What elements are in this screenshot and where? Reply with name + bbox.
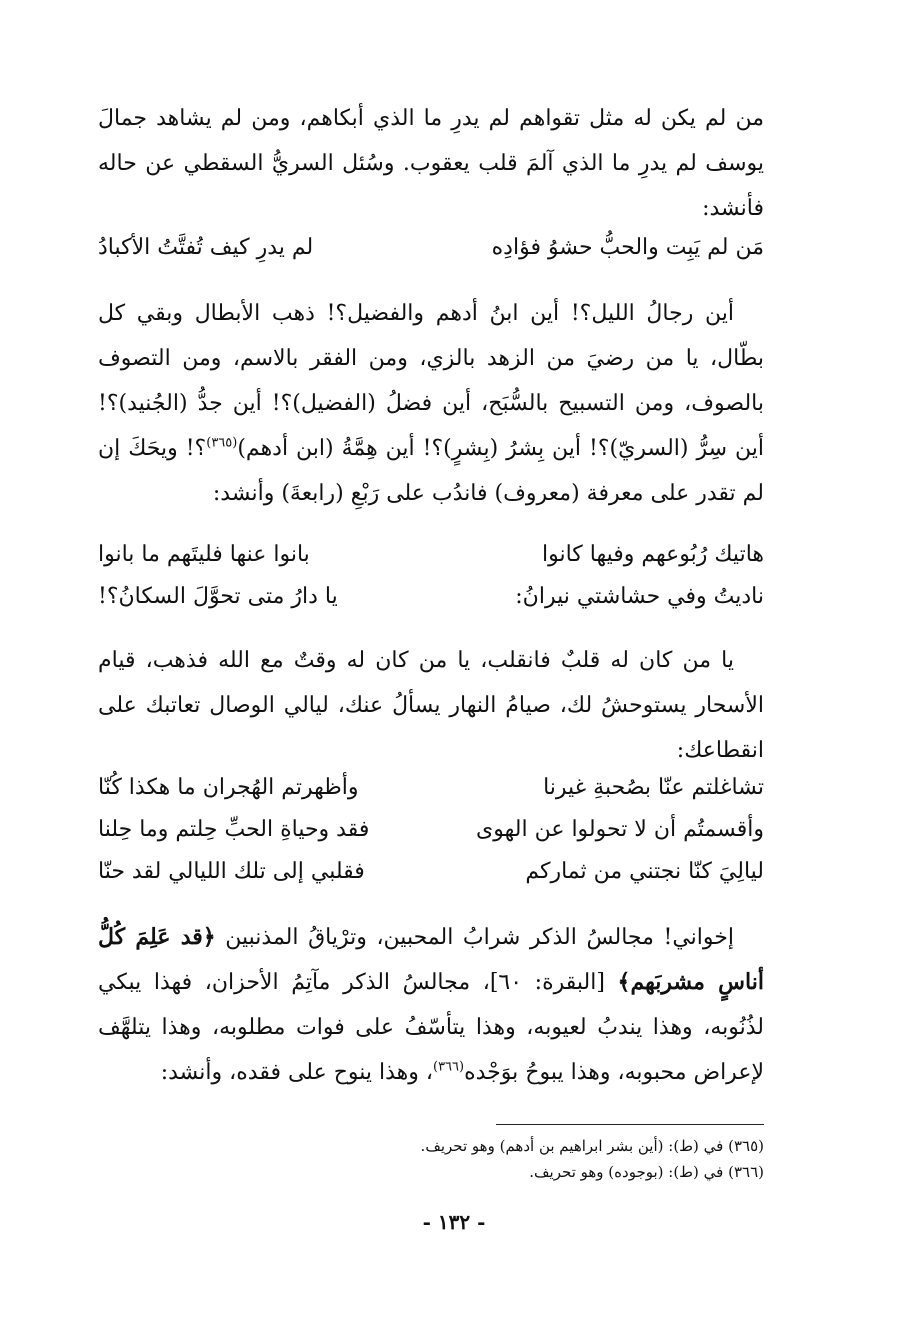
verse-hemistich-first: مَن لم يَبِت والحبُّ حشوُ فؤادِه — [491, 235, 764, 260]
page-number: - ١٣٢ - — [422, 1210, 486, 1234]
paragraph-2-text: أين رجالُ الليل؟! أين ابنُ أدهم والفضيل؟! ذهب الأبطال وبقي كل بطّال، يا من رضيَ من الزهد بالزي، ومن الفقر بالاسم، ومن التصوف بالصوف، ومن التسبيح بالسُّبَح، أين فضلُ (الفضيل)؟! أين جدُّ (الجُنيد)؟! أين سِرُّ (السريّ)؟! أين بِشرُ (بِشرٍ)؟! أين هِمَّةُ (ابن أدهم) — [98, 301, 764, 461]
verse-block-2 — [98, 534, 764, 618]
footnote-ref-366[interactable]: (٣٦٦) — [433, 1059, 465, 1075]
verse-hemistich-second: فقد وحياةِ الحبِّ حِلتم وما حِلنا — [98, 817, 370, 842]
verse-line — [98, 227, 764, 269]
footnote-366: (٣٦٦) في (ط): (بوجوده) وهو تحريف. — [529, 1163, 764, 1181]
paragraph-1-text: من لم يكن له مثل تقواهم لم يدرِ ما الذي أبكاهم، ومن لم يشاهد جمالَ يوسف لم يدرِ ما الذي آلمَ قلب يعقوب. وسُئل السريُّ السقطي عن حاله فأنشد: — [98, 106, 764, 221]
paragraph-3-text: يا من كان له قلبٌ فانقلب، يا من كان له وقتٌ مع الله فذهب، قيام الأسحار يستوحشُ لك، صيامُ النهار يسألُ عنك، ليالي الوصال تعاتبك على انقطاعك: — [98, 648, 764, 763]
paragraph-1 — [98, 96, 764, 231]
verse-block-3 — [98, 767, 764, 893]
verse-hemistich-first: وأقسمتُم أن لا تحولوا عن الهوى — [476, 817, 764, 842]
verse-hemistich-first: ناديتُ وفي حشاشتي نيرانُ: — [515, 584, 764, 609]
paragraph-4-end: ، وهذا ينوح على فقده، وأنشد: — [160, 1060, 433, 1085]
paragraph-4 — [98, 915, 764, 1095]
verse-hemistich-first: هاتيك رُبُوعهم وفيها كانوا — [541, 542, 764, 567]
verse-line — [98, 767, 764, 809]
paragraph-3 — [98, 638, 764, 773]
paragraph-4-start: إخواني! مجالسُ الذكر شرابُ المحبين، وترْياقُ المذنبين — [225, 925, 734, 950]
footnote-ref-365[interactable]: (٣٦٥) — [206, 435, 238, 451]
verse-block-1 — [98, 227, 764, 269]
verse-hemistich-second: فقلبي إلى تلك الليالي لقد حنّا — [98, 859, 365, 884]
verse-hemistich-second: لم يدرِ كيف تُفتَّتُ الأكبادُ — [98, 235, 314, 260]
paragraph-2 — [98, 291, 764, 516]
footnotes — [98, 1124, 764, 1185]
verse-hemistich-second: بانوا عنها فليتَهم ما بانوا — [98, 542, 310, 567]
verse-line — [98, 576, 764, 618]
verse-line — [98, 809, 764, 851]
verse-hemistich-first: ليالِيَ كنّا نجتني من ثماركم — [525, 859, 764, 884]
verse-line — [98, 534, 764, 576]
verse-hemistich-first: تشاغلتم عنّا بصُحبةِ غيرنا — [543, 775, 764, 800]
verse-hemistich-second: يا دارُ متى تحوَّلَ السكانُ؟! — [98, 584, 338, 609]
footnote-divider — [496, 1124, 764, 1125]
verse-hemistich-second: وأظهرتم الهُجران ما هكذا كُنّا — [98, 775, 359, 800]
footnote-365: (٣٦٥) في (ط): (أين بشر ابراهيم بن أدهم) وهو تحريف. — [420, 1137, 764, 1155]
quran-quote: ﴿قد عَلِمَ كُلُّ أناسٍ مشربَهم﴾ — [98, 924, 764, 995]
verse-line — [98, 851, 764, 893]
paragraph-2-end: ؟! ويحَكَ إن لم تقدر على معرفة (معروف) فاندُب على رَبْعِ (رابعةَ) وأنشد: — [98, 436, 764, 506]
page-body — [98, 96, 764, 1095]
paragraph-4-mid: [البقرة: ٦٠]، مجالسُ الذكر مآتِمُ الأحزان، فهذا يبكي لذُنُوبه، وهذا يندبُ لعيوبه، وهذا يتأسّفُ على فوات مطلوبه، وهذا يتلهَّف لإعراض محبوبه، وهذا يبوحُ بوَجْده — [98, 970, 764, 1085]
